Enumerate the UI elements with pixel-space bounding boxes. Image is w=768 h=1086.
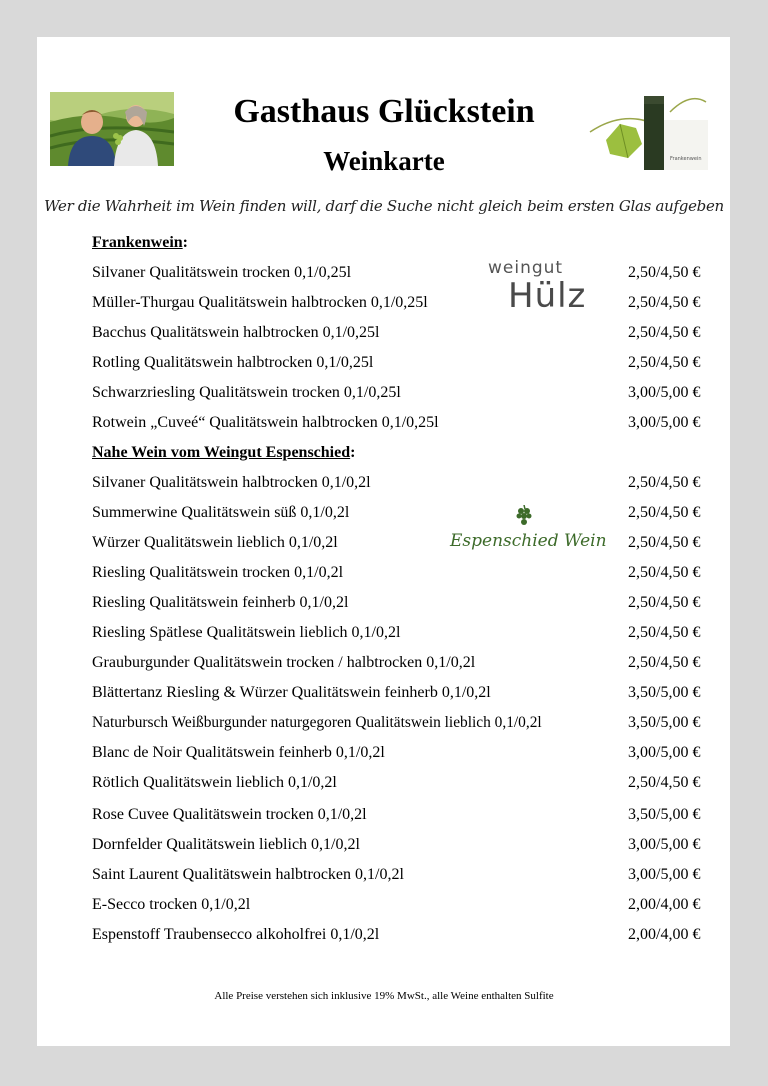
menu-row <box>92 624 710 646</box>
menu-row <box>92 654 710 676</box>
wine-name: Blättertanz Riesling & Würzer Qualitätswein feinherb 0,1/0,2l <box>92 684 491 701</box>
wine-price: 3,50/5,00 € <box>628 714 701 731</box>
wine-price: 3,50/5,00 € <box>628 806 701 823</box>
wine-price: 2,50/4,50 € <box>628 654 701 671</box>
wine-price: 2,50/4,50 € <box>628 534 701 551</box>
menu-row <box>92 474 710 496</box>
section-title: Frankenwein <box>92 234 183 251</box>
section-title: Nahe Wein vom Weingut Espenschied <box>92 444 351 461</box>
menu-row <box>92 534 710 556</box>
menu-row <box>92 504 710 526</box>
menu-row <box>92 414 710 436</box>
wine-price: 3,00/5,00 € <box>628 744 701 761</box>
wine-price: 2,50/4,50 € <box>628 264 701 281</box>
wine-price: 2,50/4,50 € <box>628 504 701 521</box>
wine-name: Riesling Spätlese Qualitätswein lieblich 0,1/0,2l <box>92 624 401 641</box>
menu-row <box>92 744 710 766</box>
wine-price: 2,50/4,50 € <box>628 354 701 371</box>
menu-row <box>92 294 710 316</box>
wine-price: 3,00/5,00 € <box>628 836 701 853</box>
wine-name: Espenstoff Traubensecco alkoholfrei 0,1/0,2l <box>92 926 380 943</box>
wine-name: Grauburgunder Qualitätswein trocken / halbtrocken 0,1/0,2l <box>92 654 476 671</box>
wine-price: 2,00/4,00 € <box>628 896 701 913</box>
hulz-logo-main: Hülz <box>508 276 587 316</box>
wine-name: Riesling Qualitätswein feinherb 0,1/0,2l <box>92 594 349 611</box>
wine-name: Summerwine Qualitätswein süß 0,1/0,2l <box>92 504 350 521</box>
section-heading-frankenwein: Frankenwein: <box>92 234 188 251</box>
wine-name: Schwarzriesling Qualitätswein trocken 0,1/0,25l <box>92 384 401 401</box>
menu-row <box>92 684 710 706</box>
menu-row <box>92 384 710 406</box>
page-subtitle: Weinkarte <box>323 146 445 176</box>
wine-price: 3,00/5,00 € <box>628 866 701 883</box>
wine-price: 2,50/4,50 € <box>628 594 701 611</box>
wine-price: 2,50/4,50 € <box>628 624 701 641</box>
menu-row <box>92 324 710 346</box>
menu-row <box>92 594 710 616</box>
wine-name: Bacchus Qualitätswein halbtrocken 0,1/0,25l <box>92 324 380 341</box>
wine-price: 3,50/5,00 € <box>628 684 701 701</box>
wine-price: 3,00/5,00 € <box>628 384 701 401</box>
wine-name: Riesling Qualitätswein trocken 0,1/0,2l <box>92 564 344 581</box>
wine-name: Rotwein „Cuveé“ Qualitätswein halbtrocken 0,1/0,25l <box>92 414 439 431</box>
wine-name: Müller-Thurgau Qualitätswein halbtrocken 0,1/0,25l <box>92 294 428 311</box>
motto: Wer die Wahrheit im Wein finden will, darf die Suche nicht gleich beim ersten Glas aufgeben <box>44 197 724 215</box>
bottle-label: Frankenwein <box>670 156 702 162</box>
wine-price: 2,50/4,50 € <box>628 294 701 311</box>
wine-price: 2,50/4,50 € <box>628 774 701 791</box>
menu-row <box>92 714 710 736</box>
wine-name: Naturbursch Weißburgunder naturgegoren Qualitätswein lieblich 0,1/0,2l <box>92 714 542 731</box>
menu-row <box>92 836 710 858</box>
menu-row <box>92 774 710 796</box>
wine-price: 2,50/4,50 € <box>628 564 701 581</box>
footer-note: Alle Preise verstehen sich inklusive 19% MwSt., alle Weine enthalten Sulfite <box>214 990 554 1002</box>
section-heading-nahe-wein: Nahe Wein vom Weingut Espenschied: <box>92 444 356 461</box>
wine-name: Rose Cuvee Qualitätswein trocken 0,1/0,2l <box>92 806 367 823</box>
wine-name: Rotling Qualitätswein halbtrocken 0,1/0,25l <box>92 354 374 371</box>
espenschied-logo-text: Espenschied Wein <box>450 531 607 551</box>
wine-name: Dornfelder Qualitätswein lieblich 0,1/0,2l <box>92 836 360 853</box>
wine-name: E-Secco trocken 0,1/0,2l <box>92 896 251 913</box>
page-title: Gasthaus Glückstein <box>233 93 535 130</box>
menu-row <box>92 354 710 376</box>
wine-name: Saint Laurent Qualitätswein halbtrocken 0,1/0,2l <box>92 866 404 883</box>
menu-row <box>92 926 710 948</box>
menu-row <box>92 866 710 888</box>
wine-price: 2,50/4,50 € <box>628 324 701 341</box>
wine-price: 3,00/5,00 € <box>628 414 701 431</box>
wine-name: Silvaner Qualitätswein trocken 0,1/0,25l <box>92 264 352 281</box>
wine-price: 2,00/4,00 € <box>628 926 701 943</box>
hulz-logo-top: weingut <box>488 258 564 278</box>
wine-name: Blanc de Noir Qualitätswein feinherb 0,1/0,2l <box>92 744 385 761</box>
wine-name: Silvaner Qualitätswein halbtrocken 0,1/0,2l <box>92 474 371 491</box>
menu-row <box>92 896 710 918</box>
menu-row <box>92 806 710 828</box>
menu-row <box>92 564 710 586</box>
wine-price: 2,50/4,50 € <box>628 474 701 491</box>
wine-name: Würzer Qualitätswein lieblich 0,1/0,2l <box>92 534 338 551</box>
menu-row <box>92 264 710 286</box>
wine-name: Rötlich Qualitätswein lieblich 0,1/0,2l <box>92 774 337 791</box>
